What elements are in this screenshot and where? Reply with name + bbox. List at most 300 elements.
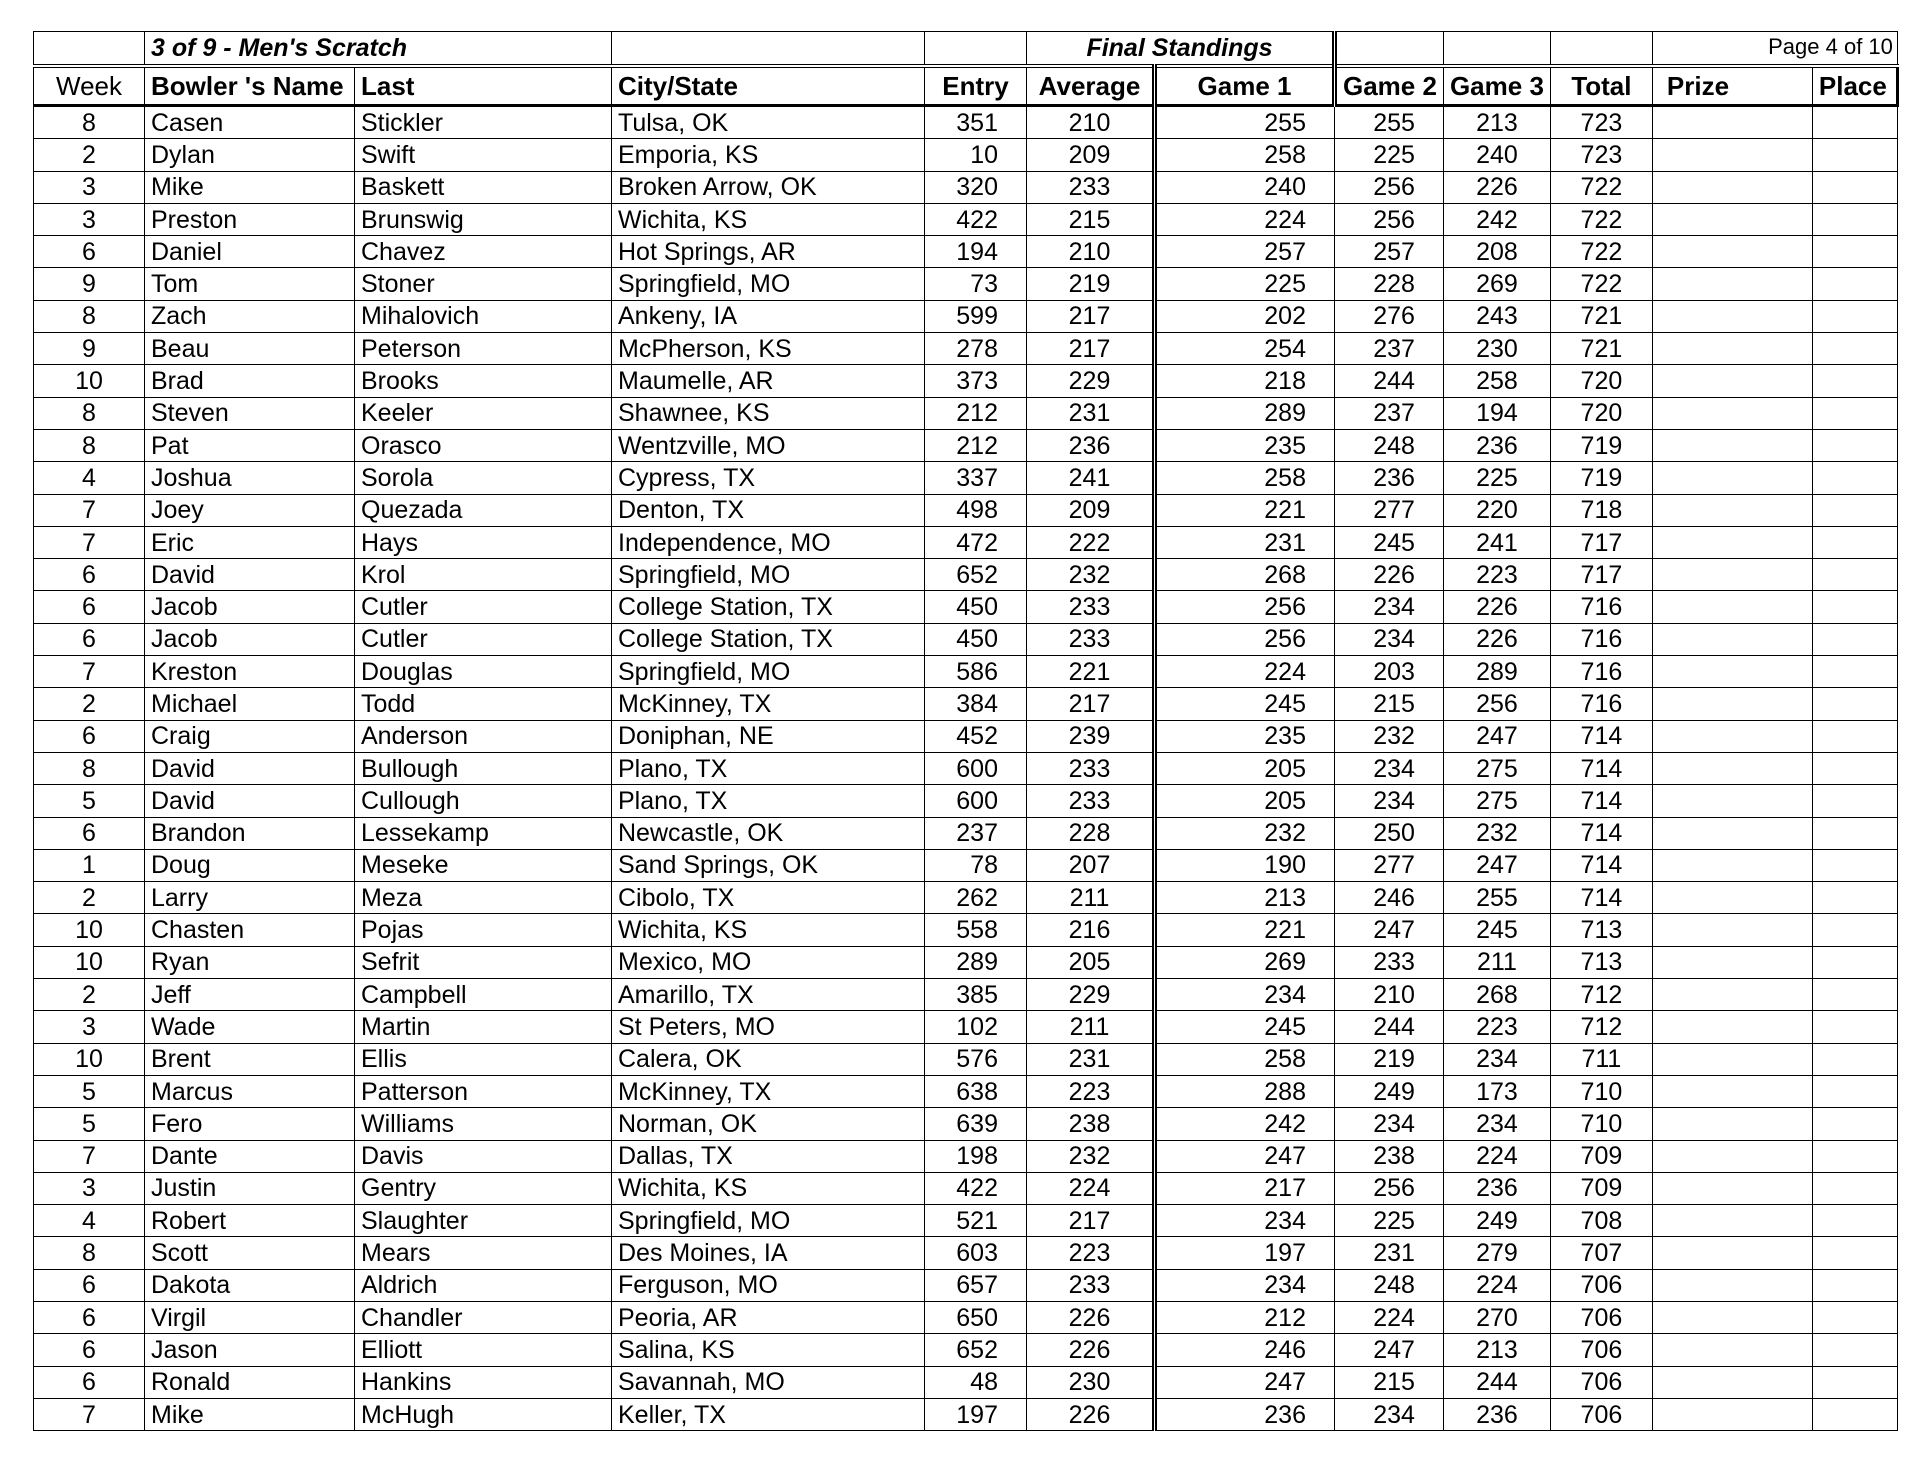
cell-first-name: Mike (145, 171, 355, 203)
col-header-entry: Entry (925, 66, 1027, 106)
cell-place (1812, 462, 1897, 494)
cell-first-name: Ronald (145, 1366, 355, 1398)
cell-city-state: Calera, OK (612, 1043, 925, 1075)
cell-game-2: 256 (1335, 171, 1444, 203)
cell-game-1: 268 (1155, 559, 1335, 591)
cell-entry: 422 (925, 1172, 1027, 1204)
cell-average: 233 (1027, 752, 1155, 784)
cell-prize (1652, 1172, 1812, 1204)
cell-total: 709 (1550, 1172, 1652, 1204)
cell-game-3: 194 (1443, 397, 1550, 429)
cell-city-state: Wichita, KS (612, 203, 925, 235)
cell-prize (1652, 1398, 1812, 1430)
cell-game-3: 223 (1443, 559, 1550, 591)
cell-average: 224 (1027, 1172, 1155, 1204)
cell-game-3: 270 (1443, 1301, 1550, 1333)
cell-week: 2 (34, 979, 145, 1011)
table-row (34, 849, 1898, 881)
col-header-place: Place (1812, 66, 1897, 106)
cell-place (1812, 1237, 1897, 1269)
cell-last-name: Davis (355, 1140, 612, 1172)
cell-average: 221 (1027, 656, 1155, 688)
cell-game-2: 250 (1335, 817, 1444, 849)
cell-first-name: Michael (145, 688, 355, 720)
cell-game-1: 257 (1155, 236, 1335, 268)
cell-place (1812, 623, 1897, 655)
cell-entry: 599 (925, 300, 1027, 332)
cell-place (1812, 171, 1897, 203)
cell-prize (1652, 817, 1812, 849)
cell-place (1812, 559, 1897, 591)
cell-entry: 337 (925, 462, 1027, 494)
cell-prize (1652, 1301, 1812, 1333)
cell-entry: 197 (925, 1398, 1027, 1430)
cell-week: 2 (34, 688, 145, 720)
cell-game-1: 205 (1155, 752, 1335, 784)
cell-game-3: 226 (1443, 591, 1550, 623)
cell-first-name: Dante (145, 1140, 355, 1172)
cell-average: 231 (1027, 1043, 1155, 1075)
cell-game-3: 232 (1443, 817, 1550, 849)
title-blank-cell (1443, 32, 1550, 67)
cell-entry: 237 (925, 817, 1027, 849)
cell-entry: 48 (925, 1366, 1027, 1398)
table-row (34, 656, 1898, 688)
cell-week: 7 (34, 526, 145, 558)
table-row (34, 882, 1898, 914)
cell-game-2: 234 (1335, 785, 1444, 817)
cell-game-1: 224 (1155, 203, 1335, 235)
col-header-first-name: Bowler 's Name (145, 66, 355, 106)
table-row (34, 139, 1898, 171)
table-row (34, 106, 1898, 139)
cell-game-1: 242 (1155, 1108, 1335, 1140)
cell-game-2: 234 (1335, 591, 1444, 623)
cell-prize (1652, 979, 1812, 1011)
cell-game-3: 213 (1443, 1334, 1550, 1366)
cell-game-2: 277 (1335, 849, 1444, 881)
cell-entry: 638 (925, 1075, 1027, 1107)
cell-game-3: 208 (1443, 236, 1550, 268)
cell-game-3: 213 (1443, 106, 1550, 139)
cell-average: 217 (1027, 300, 1155, 332)
cell-week: 8 (34, 1237, 145, 1269)
cell-week: 6 (34, 817, 145, 849)
table-row (34, 1398, 1898, 1430)
cell-game-3: 275 (1443, 752, 1550, 784)
col-header-game-2: Game 2 (1335, 66, 1444, 106)
cell-game-2: 257 (1335, 236, 1444, 268)
cell-total: 718 (1550, 494, 1652, 526)
cell-total: 710 (1550, 1108, 1652, 1140)
table-row (34, 1043, 1898, 1075)
cell-place (1812, 1043, 1897, 1075)
cell-entry: 373 (925, 365, 1027, 397)
cell-prize (1652, 1140, 1812, 1172)
table-row (34, 429, 1898, 461)
cell-game-1: 255 (1155, 106, 1335, 139)
cell-place (1812, 1205, 1897, 1237)
cell-average: 233 (1027, 1269, 1155, 1301)
cell-first-name: Ryan (145, 946, 355, 978)
cell-city-state: Amarillo, TX (612, 979, 925, 1011)
title-blank-cell (612, 32, 925, 67)
cell-game-3: 268 (1443, 979, 1550, 1011)
cell-game-2: 244 (1335, 1011, 1444, 1043)
table-row (34, 591, 1898, 623)
cell-first-name: Kreston (145, 656, 355, 688)
cell-city-state: McKinney, TX (612, 1075, 925, 1107)
cell-prize (1652, 882, 1812, 914)
cell-first-name: David (145, 785, 355, 817)
cell-entry: 450 (925, 591, 1027, 623)
cell-game-2: 236 (1335, 462, 1444, 494)
cell-total: 719 (1550, 462, 1652, 494)
cell-game-1: 258 (1155, 1043, 1335, 1075)
cell-city-state: Emporia, KS (612, 139, 925, 171)
cell-city-state: Plano, TX (612, 785, 925, 817)
cell-entry: 262 (925, 882, 1027, 914)
table-row (34, 1269, 1898, 1301)
cell-week: 7 (34, 1398, 145, 1430)
cell-average: 211 (1027, 882, 1155, 914)
table-row (34, 1301, 1898, 1333)
cell-average: 210 (1027, 236, 1155, 268)
cell-city-state: College Station, TX (612, 591, 925, 623)
cell-game-2: 228 (1335, 268, 1444, 300)
cell-last-name: Gentry (355, 1172, 612, 1204)
cell-entry: 576 (925, 1043, 1027, 1075)
cell-game-1: 236 (1155, 1398, 1335, 1430)
cell-first-name: Doug (145, 849, 355, 881)
cell-first-name: Justin (145, 1172, 355, 1204)
cell-average: 238 (1027, 1108, 1155, 1140)
cell-city-state: Keller, TX (612, 1398, 925, 1430)
cell-prize (1652, 106, 1812, 139)
cell-place (1812, 106, 1897, 139)
cell-entry: 600 (925, 752, 1027, 784)
cell-prize (1652, 1366, 1812, 1398)
cell-game-3: 236 (1443, 429, 1550, 461)
cell-city-state: Springfield, MO (612, 268, 925, 300)
cell-game-3: 236 (1443, 1172, 1550, 1204)
cell-place (1812, 1398, 1897, 1430)
cell-average: 217 (1027, 688, 1155, 720)
table-row (34, 1011, 1898, 1043)
cell-average: 216 (1027, 914, 1155, 946)
cell-game-2: 215 (1335, 688, 1444, 720)
title-blank-cell (34, 32, 145, 67)
cell-last-name: Hankins (355, 1366, 612, 1398)
cell-prize (1652, 429, 1812, 461)
cell-entry: 212 (925, 397, 1027, 429)
cell-city-state: Maumelle, AR (612, 365, 925, 397)
table-row (34, 494, 1898, 526)
cell-city-state: Newcastle, OK (612, 817, 925, 849)
cell-city-state: Sand Springs, OK (612, 849, 925, 881)
cell-game-1: 254 (1155, 333, 1335, 365)
cell-prize (1652, 397, 1812, 429)
cell-game-1: 234 (1155, 979, 1335, 1011)
cell-place (1812, 1075, 1897, 1107)
cell-entry: 472 (925, 526, 1027, 558)
cell-place (1812, 591, 1897, 623)
cell-last-name: Chandler (355, 1301, 612, 1333)
table-row (34, 720, 1898, 752)
cell-city-state: Wichita, KS (612, 1172, 925, 1204)
cell-last-name: Douglas (355, 656, 612, 688)
cell-game-2: 234 (1335, 623, 1444, 655)
cell-game-2: 234 (1335, 1108, 1444, 1140)
cell-average: 226 (1027, 1334, 1155, 1366)
cell-prize (1652, 1011, 1812, 1043)
cell-game-2: 219 (1335, 1043, 1444, 1075)
cell-total: 716 (1550, 591, 1652, 623)
page-number: Page 4 of 10 (1768, 34, 1893, 59)
cell-prize (1652, 139, 1812, 171)
cell-city-state: Denton, TX (612, 494, 925, 526)
cell-entry: 498 (925, 494, 1027, 526)
cell-game-1: 258 (1155, 462, 1335, 494)
cell-game-2: 225 (1335, 1205, 1444, 1237)
cell-game-1: 224 (1155, 656, 1335, 688)
cell-prize (1652, 946, 1812, 978)
table-row (34, 397, 1898, 429)
cell-last-name: Meseke (355, 849, 612, 881)
cell-game-1: 258 (1155, 139, 1335, 171)
cell-city-state: Salina, KS (612, 1334, 925, 1366)
cell-week: 10 (34, 914, 145, 946)
cell-last-name: Cullough (355, 785, 612, 817)
cell-week: 10 (34, 1043, 145, 1075)
cell-entry: 320 (925, 171, 1027, 203)
title-blank-cell (925, 32, 1027, 67)
cell-game-2: 210 (1335, 979, 1444, 1011)
cell-total: 716 (1550, 688, 1652, 720)
cell-last-name: Orasco (355, 429, 612, 461)
col-header-game-1: Game 1 (1155, 66, 1335, 106)
cell-total: 706 (1550, 1269, 1652, 1301)
cell-game-1: 234 (1155, 1205, 1335, 1237)
cell-week: 8 (34, 397, 145, 429)
cell-first-name: Brent (145, 1043, 355, 1075)
cell-total: 706 (1550, 1334, 1652, 1366)
cell-game-2: 247 (1335, 914, 1444, 946)
cell-game-1: 245 (1155, 1011, 1335, 1043)
table-row (34, 1205, 1898, 1237)
cell-game-3: 249 (1443, 1205, 1550, 1237)
cell-total: 713 (1550, 914, 1652, 946)
cell-place (1812, 526, 1897, 558)
cell-week: 8 (34, 106, 145, 139)
cell-game-1: 232 (1155, 817, 1335, 849)
cell-last-name: Baskett (355, 171, 612, 203)
cell-game-1: 256 (1155, 591, 1335, 623)
cell-first-name: Craig (145, 720, 355, 752)
cell-average: 209 (1027, 494, 1155, 526)
cell-game-1: 225 (1155, 268, 1335, 300)
cell-total: 722 (1550, 268, 1652, 300)
cell-game-1: 289 (1155, 397, 1335, 429)
cell-entry: 73 (925, 268, 1027, 300)
cell-total: 722 (1550, 236, 1652, 268)
cell-last-name: Keeler (355, 397, 612, 429)
cell-game-3: 247 (1443, 849, 1550, 881)
cell-last-name: Williams (355, 1108, 612, 1140)
col-header-prize: Prize (1652, 66, 1812, 106)
cell-first-name: Joshua (145, 462, 355, 494)
table-row (34, 946, 1898, 978)
cell-place (1812, 494, 1897, 526)
cell-average: 217 (1027, 333, 1155, 365)
cell-entry: 452 (925, 720, 1027, 752)
table-row (34, 462, 1898, 494)
cell-game-3: 245 (1443, 914, 1550, 946)
cell-entry: 351 (925, 106, 1027, 139)
cell-game-2: 224 (1335, 1301, 1444, 1333)
cell-total: 710 (1550, 1075, 1652, 1107)
cell-total: 721 (1550, 300, 1652, 332)
cell-week: 9 (34, 333, 145, 365)
cell-game-3: 256 (1443, 688, 1550, 720)
cell-place (1812, 1011, 1897, 1043)
cell-last-name: Mihalovich (355, 300, 612, 332)
table-row (34, 785, 1898, 817)
cell-entry: 194 (925, 236, 1027, 268)
cell-city-state: Tulsa, OK (612, 106, 925, 139)
cell-total: 716 (1550, 656, 1652, 688)
cell-game-2: 245 (1335, 526, 1444, 558)
cell-prize (1652, 785, 1812, 817)
cell-prize (1652, 656, 1812, 688)
cell-game-1: 256 (1155, 623, 1335, 655)
cell-prize (1652, 720, 1812, 752)
cell-place (1812, 139, 1897, 171)
title-row (34, 32, 1898, 67)
cell-city-state: Norman, OK (612, 1108, 925, 1140)
cell-city-state: Dallas, TX (612, 1140, 925, 1172)
cell-first-name: Brad (145, 365, 355, 397)
cell-place (1812, 1172, 1897, 1204)
cell-week: 3 (34, 171, 145, 203)
cell-game-3: 247 (1443, 720, 1550, 752)
cell-city-state: Springfield, MO (612, 656, 925, 688)
cell-game-2: 277 (1335, 494, 1444, 526)
cell-place (1812, 1108, 1897, 1140)
cell-average: 209 (1027, 139, 1155, 171)
cell-average: 233 (1027, 623, 1155, 655)
cell-average: 222 (1027, 526, 1155, 558)
cell-first-name: Pat (145, 429, 355, 461)
cell-first-name: David (145, 559, 355, 591)
cell-place (1812, 849, 1897, 881)
cell-entry: 586 (925, 656, 1027, 688)
cell-prize (1652, 365, 1812, 397)
cell-first-name: Daniel (145, 236, 355, 268)
table-row (34, 203, 1898, 235)
cell-last-name: Elliott (355, 1334, 612, 1366)
cell-week: 6 (34, 236, 145, 268)
cell-average: 226 (1027, 1398, 1155, 1430)
cell-last-name: Lessekamp (355, 817, 612, 849)
cell-total: 716 (1550, 623, 1652, 655)
cell-week: 1 (34, 849, 145, 881)
cell-game-3: 275 (1443, 785, 1550, 817)
cell-game-3: 230 (1443, 333, 1550, 365)
cell-first-name: Virgil (145, 1301, 355, 1333)
cell-average: 226 (1027, 1301, 1155, 1333)
cell-city-state: Cibolo, TX (612, 882, 925, 914)
cell-first-name: Scott (145, 1237, 355, 1269)
cell-prize (1652, 1334, 1812, 1366)
cell-last-name: Sorola (355, 462, 612, 494)
cell-week: 10 (34, 946, 145, 978)
cell-first-name: Eric (145, 526, 355, 558)
cell-place (1812, 688, 1897, 720)
cell-place (1812, 656, 1897, 688)
cell-prize (1652, 914, 1812, 946)
cell-game-2: 255 (1335, 106, 1444, 139)
cell-entry: 102 (925, 1011, 1027, 1043)
cell-total: 714 (1550, 817, 1652, 849)
cell-average: 215 (1027, 203, 1155, 235)
table-row (34, 752, 1898, 784)
cell-place (1812, 752, 1897, 784)
cell-last-name: Sefrit (355, 946, 612, 978)
cell-prize (1652, 268, 1812, 300)
cell-first-name: Steven (145, 397, 355, 429)
cell-game-2: 247 (1335, 1334, 1444, 1366)
cell-total: 712 (1550, 979, 1652, 1011)
cell-game-2: 244 (1335, 365, 1444, 397)
cell-total: 712 (1550, 1011, 1652, 1043)
cell-place (1812, 268, 1897, 300)
cell-total: 723 (1550, 139, 1652, 171)
cell-entry: 652 (925, 1334, 1027, 1366)
cell-first-name: Beau (145, 333, 355, 365)
cell-game-3: 258 (1443, 365, 1550, 397)
cell-week: 4 (34, 462, 145, 494)
cell-average: 217 (1027, 1205, 1155, 1237)
cell-week: 2 (34, 882, 145, 914)
cell-week: 9 (34, 268, 145, 300)
cell-average: 239 (1027, 720, 1155, 752)
cell-game-2: 238 (1335, 1140, 1444, 1172)
cell-first-name: Tom (145, 268, 355, 300)
cell-total: 714 (1550, 752, 1652, 784)
table-row (34, 1140, 1898, 1172)
cell-week: 6 (34, 1301, 145, 1333)
cell-average: 241 (1027, 462, 1155, 494)
cell-last-name: Meza (355, 882, 612, 914)
title-blank-cell (1550, 32, 1652, 67)
cell-average: 205 (1027, 946, 1155, 978)
cell-week: 10 (34, 365, 145, 397)
cell-prize (1652, 1237, 1812, 1269)
cell-last-name: Quezada (355, 494, 612, 526)
cell-last-name: Stickler (355, 106, 612, 139)
cell-place (1812, 203, 1897, 235)
cell-place (1812, 1269, 1897, 1301)
cell-prize (1652, 300, 1812, 332)
cell-entry: 521 (925, 1205, 1027, 1237)
cell-week: 5 (34, 1075, 145, 1107)
cell-average: 223 (1027, 1075, 1155, 1107)
cell-week: 8 (34, 429, 145, 461)
cell-first-name: Jason (145, 1334, 355, 1366)
cell-prize (1652, 1269, 1812, 1301)
cell-prize (1652, 1108, 1812, 1140)
